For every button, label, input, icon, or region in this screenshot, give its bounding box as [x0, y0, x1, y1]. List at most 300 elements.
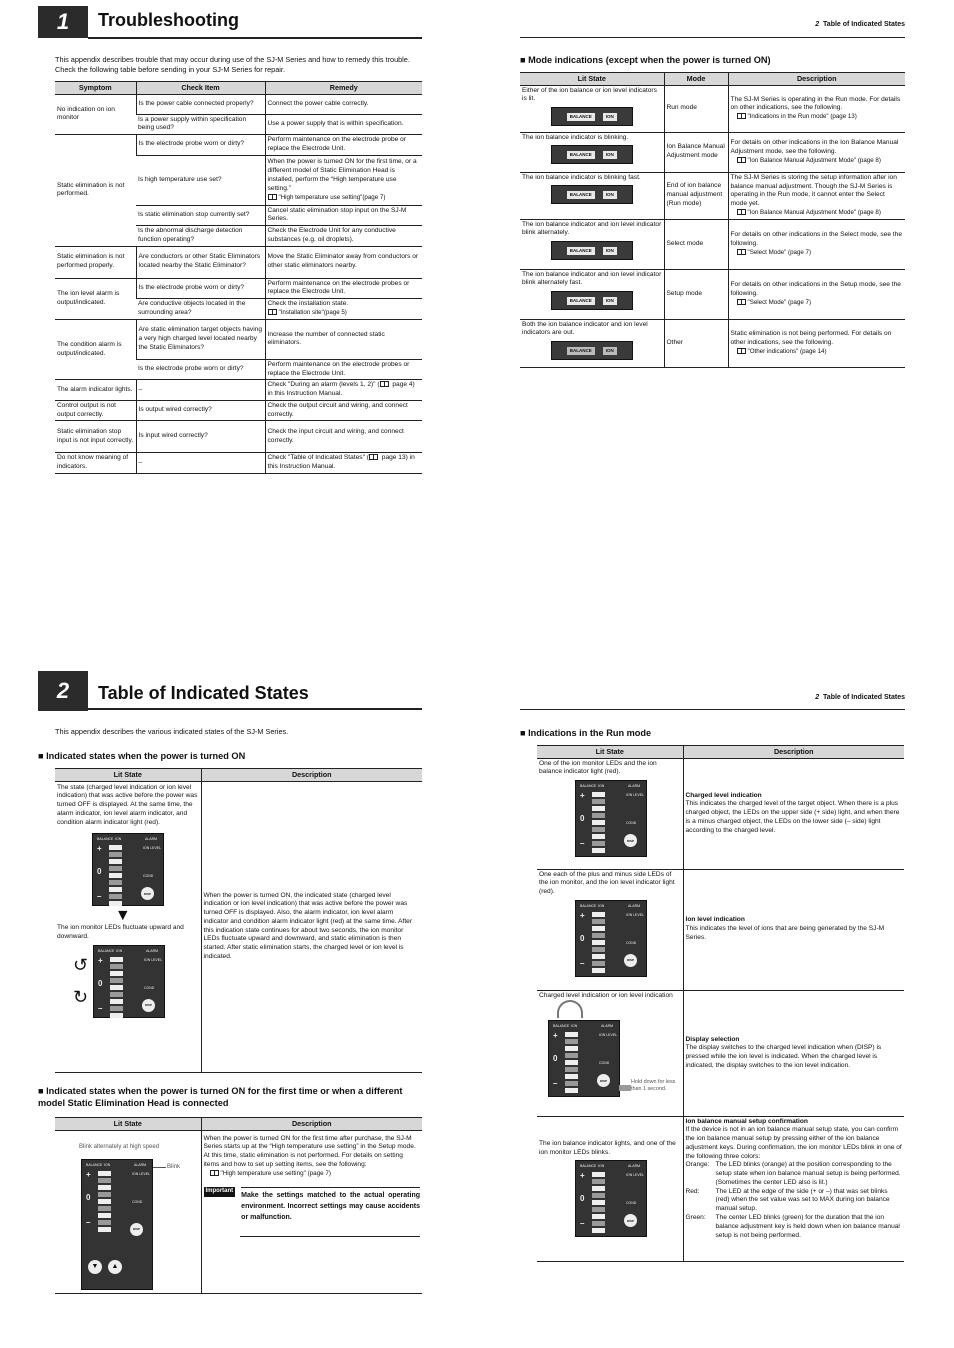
remedy-text: Increase the number of connected static eliminators.: [267, 330, 385, 347]
balance-indicator: BALANCE: [567, 247, 595, 255]
plus-sign: +: [553, 1031, 558, 1041]
table-row: [537, 869, 904, 990]
check-item-text: Are conductive objects located in the surrounding area?: [138, 300, 246, 316]
hold-note: Hold down for less than 1 second.: [631, 1079, 676, 1093]
table-row: [55, 278, 422, 299]
symptom-cell: [55, 135, 136, 247]
remedy-text: Cancel static elimination stop input on the SJ-M Series.: [267, 206, 407, 223]
reference-text: "Select Mode" (page 7): [747, 248, 812, 256]
check-item-cell: [136, 400, 265, 421]
zero-sign: 0: [98, 978, 103, 988]
remedy-cell: [265, 278, 422, 299]
header-description: Description: [728, 73, 905, 86]
blink-text: Blink: [167, 1163, 181, 1170]
ion-level-label: ION LEVEL: [143, 846, 162, 851]
sec2-title-text: Indicated states when the power is turned ON for the first time or when a different model Static Elimination Head is connected: [38, 1086, 403, 1108]
cycle-down-arrow-icon: ↻: [73, 986, 89, 1007]
symptom-cell: [55, 278, 136, 319]
lit-state-text: The ion balance indicator and ion level indicator blink alternately fast.: [522, 270, 662, 287]
balance-indicator: BALANCE: [567, 113, 595, 121]
ion-level-label: ION LEVEL: [626, 1173, 645, 1178]
reference-text: "Ion Balance Manual Adjustment Mode" (page 8): [747, 156, 881, 164]
remedy-text: Check the input circuit and wiring, and connect correctly.: [267, 428, 404, 444]
balance-label: BALANCE: [553, 1024, 570, 1029]
monitor-led: [110, 957, 123, 962]
monitor-led: [98, 1227, 111, 1232]
symptom-text: Static elimination is not performed.: [57, 181, 125, 198]
ion-indicator: ION: [603, 191, 617, 199]
troubleshooting-table: [55, 81, 422, 474]
lit-state-cell: [537, 758, 683, 869]
remedy-text: Check the Electrode Unit for any conductive substances (e.g. oil droplets).: [267, 227, 396, 243]
monitor-led: [565, 1060, 578, 1065]
remedy-cell: [265, 359, 422, 380]
monitor-led: [109, 859, 122, 864]
header-description: Description: [201, 1118, 422, 1131]
table-row: [537, 990, 904, 1116]
minus-sign: –: [97, 892, 102, 902]
monitor-led: [110, 1006, 123, 1011]
symptom-text: The alarm indicator lights.: [57, 385, 133, 393]
reference: [268, 309, 421, 317]
indicator-strip: [551, 341, 633, 360]
color-name: Green:: [685, 1214, 706, 1221]
zero-sign: 0: [553, 1054, 558, 1064]
important-badge: Important: [204, 1187, 236, 1197]
header-lit-state: Lit State: [55, 769, 201, 782]
color-name: Red:: [685, 1187, 700, 1195]
ion-label: ION: [115, 837, 122, 842]
check-item-cell: [136, 359, 265, 380]
monitor-led: [592, 806, 605, 811]
monitor-led: [98, 1192, 111, 1197]
remedy-text-cont: page 4) in this Instruction Manual.: [267, 381, 415, 398]
table-row: [55, 319, 422, 359]
chapter2-number: [38, 671, 88, 711]
monitor-led: [592, 926, 605, 931]
monitor-led: [98, 1178, 111, 1183]
mode-section-title-text: Mode indications (except when the power is turned ON): [528, 55, 771, 65]
symptom-cell: [55, 421, 136, 453]
book-icon: [737, 299, 746, 305]
plus-sign: +: [580, 910, 585, 920]
power-on-table: [55, 768, 422, 1073]
chapter-number: [38, 6, 88, 38]
remedy-cell: [265, 400, 422, 421]
running-header-text: Table of Indicated States: [823, 21, 905, 28]
monitor-led: [592, 940, 605, 945]
lit-state-cell: [520, 219, 664, 269]
ion-indicator: ION: [603, 247, 617, 255]
remedy-cell: [265, 299, 422, 320]
chapter-number-text: 1: [56, 9, 70, 34]
monitor-led: [110, 964, 123, 969]
symptom-text: Control output is not output correctly.: [57, 401, 117, 418]
book-icon: [737, 348, 746, 354]
power-on-desc: When the power is turned ON, the indicated state (charged level indication or ion level indication) that was active before the power was turned OFF is displayed. Also, the alarm indicator, ion level alarm indicator and condition alarm indicator light (red) at the same time. After this indication state continues for about two seconds, the ion monitor LEDs fluctuate upward and downward, and static elimination is then started. After static elimination starts, the charged level or ion level is indicated.: [203, 891, 413, 960]
chapter-title: Troubleshooting: [98, 10, 239, 30]
ion-label: ION: [571, 1024, 578, 1029]
alarm-label: ALARM: [145, 837, 158, 842]
disp-button-icon: DISP: [624, 954, 637, 967]
remedy-cell: [265, 155, 422, 205]
reference-text: "Ion Balance Manual Adjustment Mode" (page 8): [747, 208, 881, 216]
check-item-text: –: [138, 458, 143, 466]
header-check-item: Check Item: [136, 82, 265, 95]
panel-wrap: [539, 777, 681, 857]
lit-state-text: One each of the plus and minus side LEDs of the ion monitor, and the ion level indicator light (red).: [539, 870, 675, 896]
mode-text: Run mode: [666, 104, 697, 112]
cond-label: COND: [626, 940, 637, 945]
monitor-led: [98, 1220, 111, 1225]
symptom-cell: [55, 400, 136, 421]
book-icon: [268, 194, 277, 200]
minus-sign: –: [580, 839, 585, 849]
table-row: [520, 219, 905, 269]
mode-text: End of ion balance manual adjustment (Run mode): [666, 182, 723, 207]
symptom-text: The condition alarm is output/indicated.: [57, 340, 122, 357]
table-row: [55, 453, 422, 474]
cond-label: COND: [143, 874, 154, 879]
reference-text: "Indications in the Run mode" (page 13): [747, 113, 857, 121]
monitor-led: [592, 1179, 605, 1184]
balance-indicator: BALANCE: [567, 347, 595, 355]
reference-text: "Installation site"(page 5): [278, 309, 347, 317]
description-cell: [683, 869, 904, 990]
description-title: Ion level indication: [685, 916, 745, 924]
lit-state-cell: [520, 319, 664, 367]
check-item-cell: [136, 380, 265, 401]
zero-sign: 0: [580, 1194, 585, 1204]
lit-state-text: The ion balance indicator is blinking.: [522, 133, 629, 141]
lit-state-text: Both the ion balance indicator and ion level indicators are out.: [522, 320, 648, 337]
description-text: For details on other indications in the Ion Balance Manual Adjustment mode, see the following.: [730, 139, 899, 155]
alarm-label: ALARM: [134, 1162, 147, 1167]
lit-state-cell: [520, 172, 664, 219]
lit-state-cell: [537, 1116, 683, 1261]
cond-label: COND: [599, 1061, 610, 1066]
mode-cell: [664, 219, 728, 269]
table-row: [55, 94, 422, 114]
book-icon: [380, 381, 389, 387]
book-icon: [268, 309, 277, 315]
book-icon: [737, 209, 746, 215]
disp-button-icon: DISP: [597, 1074, 610, 1087]
header-lit-state: Lit State: [520, 73, 664, 86]
check-item-cell: [136, 246, 265, 278]
balance-label: BALANCE: [580, 1164, 597, 1169]
mode-text: Other: [666, 338, 683, 346]
check-item-text: Are static elimination target objects having a very high charged level located nearby the Static Eliminators?: [138, 326, 263, 351]
ion-indicator: ION: [603, 297, 617, 305]
lit-state-text: Charged level indication or ion level indication: [539, 991, 673, 999]
power-on-lit-a: The state (charged level indication or ion level indication) that was active before the power was turned OFF is displayed. At the same time, the alarm indicator, ion level alarm indicator, and condition alarm indicator light (red).: [57, 783, 198, 826]
remedy-text-cont: page 13) in this Instruction Manual.: [267, 454, 415, 471]
running-header-text: Table of Indicated States: [823, 694, 905, 701]
color-text: The LED at the edge of the side (+ or –) that was set blinks (red) when the set value was set to MAX during ion balance manual setup.: [715, 1187, 890, 1213]
description-cell: [728, 85, 905, 132]
ion-level-label: ION LEVEL: [599, 1033, 618, 1038]
indicator-strip: [551, 291, 633, 310]
balance-indicator: BALANCE: [567, 191, 595, 199]
lit-state-cell: [537, 869, 683, 990]
remedy-cell: [265, 205, 422, 226]
book-icon: [737, 113, 746, 119]
minus-sign: –: [98, 1003, 103, 1013]
mode-text: Ion Balance Manual Adjustment mode: [666, 143, 725, 160]
panel-figure: [575, 780, 647, 857]
first-power-table: [55, 1117, 422, 1294]
color-text: The center LED blinks (green) for the duration that the ion balance adjustment key is held down when ion balance manual setup is not being performed.: [715, 1214, 900, 1239]
color-item: [686, 1188, 903, 1214]
monitor-led: [592, 1193, 605, 1198]
monitor-led: [592, 1228, 605, 1233]
monitor-led: [592, 820, 605, 825]
header-remedy: Remedy: [265, 82, 422, 95]
monitor-led: [592, 968, 605, 973]
remedy-text: When the power is turned ON for the first time, or a different model of Static Elimination Head is installed, perform the “High temperature use setting.”: [267, 158, 417, 192]
monitor-led: [592, 961, 605, 966]
color-item: [686, 1214, 903, 1240]
check-item-cell: [136, 453, 265, 474]
zero-sign: 0: [580, 814, 585, 824]
ion-label: ION: [598, 1164, 605, 1169]
monitor-led: [592, 834, 605, 839]
reference: [737, 249, 904, 257]
remedy-text: Check "During an alarm (levels 1, 2)" (: [267, 381, 380, 389]
mode-section-title: ■ Mode indications (except when the power is turned ON): [520, 55, 771, 65]
lit-state-text: The ion balance indicator is blinking fast.: [522, 173, 641, 181]
monitor-led: [592, 792, 605, 797]
header-rule: [520, 37, 905, 38]
description-text: This indicates the level of ions that are being generated by the SJ-M Series.: [685, 925, 885, 941]
reference: [737, 113, 904, 121]
minus-sign: –: [86, 1217, 91, 1227]
color-name: Orange:: [685, 1161, 710, 1169]
down-key-icon: ▼: [88, 1260, 102, 1274]
check-item-text: Is static elimination stop currently set?: [138, 211, 250, 219]
cond-label: COND: [626, 821, 637, 826]
monitor-led: [592, 954, 605, 959]
remedy-cell: [265, 453, 422, 474]
minus-sign: –: [580, 1219, 585, 1229]
remedy-text: Perform maintenance on the electrode probe or replace the Electrode Unit.: [267, 136, 407, 152]
color-text: The LED blinks (orange) at the position corresponding to the setup state when ion balance manual setup is being performed. (Sometimes the center LED also is lit.): [715, 1161, 901, 1186]
important-text: Make the settings matched to the actual operating environment. Incorrect settings may cause accidents or malfunction.: [241, 1187, 420, 1224]
run-section-title: ■ Indications in the Run mode: [520, 728, 652, 738]
symptom-text: No indication on ion monitor: [57, 105, 115, 122]
reference: [737, 299, 904, 307]
up-key-icon: ▲: [108, 1260, 122, 1274]
ion-level-label: ION LEVEL: [132, 1171, 151, 1176]
reference: [268, 194, 421, 202]
header-description: Description: [683, 746, 904, 759]
blink-label: Blink alternately at high speed: [79, 1143, 160, 1150]
monitor-led: [565, 1053, 578, 1058]
table-row: [55, 421, 422, 453]
chapter2-number-text: 2: [56, 678, 70, 703]
table-row: [520, 132, 905, 172]
monitor-led: [592, 1221, 605, 1226]
mode-cell: [664, 269, 728, 319]
description-text: For details on other indications in the Setup mode, see the following.: [730, 281, 901, 297]
alarm-label: ALARM: [146, 948, 159, 953]
check-item-text: Is high temperature use set?: [138, 175, 222, 183]
mode-cell: [664, 132, 728, 172]
lit-state-text: Either of the ion balance or ion level indicators is lit.: [522, 86, 657, 103]
monitor-led: [110, 1013, 123, 1018]
running-header-num: 2: [815, 694, 820, 701]
first-power-lit-cell: [55, 1130, 201, 1293]
ion-label: ION: [104, 1162, 111, 1167]
check-item-cell: [136, 155, 265, 205]
plus-sign: +: [580, 1171, 585, 1181]
check-item-text: Is the power cable connected properly?: [138, 99, 254, 107]
balance-indicator: BALANCE: [567, 151, 595, 159]
check-item-cell: [136, 94, 265, 114]
monitor-led: [565, 1039, 578, 1044]
balance-label: BALANCE: [98, 948, 115, 953]
running-header-2: [700, 694, 905, 701]
monitor-led: [592, 912, 605, 917]
cond-label: COND: [144, 985, 155, 990]
reference: [737, 157, 904, 165]
remedy-text: Connect the power cable correctly.: [267, 99, 369, 107]
reference-text: "Select Mode" (page 7): [747, 298, 812, 306]
monitor-led: [592, 827, 605, 832]
alarm-label: ALARM: [628, 1164, 641, 1169]
symptom-cell: [55, 453, 136, 474]
description-text: The SJ-M Series is storing the setup information after ion balance manual adjustment. Though the SJ-M Series is operating in the Run mode, it cannot enter the Select mode yet.: [730, 173, 897, 208]
monitor-led: [109, 845, 122, 850]
ion-level-label: ION LEVEL: [144, 957, 163, 962]
zero-sign: 0: [97, 867, 102, 877]
lit-state-text: The ion balance indicator and ion level indicator blink alternately.: [522, 220, 662, 237]
indicator-strip: [551, 107, 633, 126]
symptom-text: Static elimination is not performed properly.: [57, 253, 125, 270]
check-item-text: Is the electrode probe worn or dirty?: [138, 365, 244, 373]
check-item-cell: [136, 299, 265, 320]
disp-button-icon: DISP: [624, 834, 637, 847]
alarm-label: ALARM: [628, 903, 641, 908]
balance-label: BALANCE: [97, 837, 114, 842]
monitor-led: [592, 1186, 605, 1191]
panel-figure: [575, 900, 647, 977]
lit-state-cell: [520, 269, 664, 319]
remedy-cell: [265, 114, 422, 135]
remedy-text: Check the output circuit and wiring, and connect correctly.: [267, 401, 408, 418]
important-rule: [240, 1236, 421, 1237]
chapter2-intro: This appendix describes the various indicated states of the SJ-M Series.: [55, 727, 289, 736]
monitor-led: [98, 1171, 111, 1176]
monitor-led: [565, 1074, 578, 1079]
remedy-text: Perform maintenance on the electrode probes or replace the Electrode Unit.: [267, 360, 410, 377]
chapter-intro: This appendix describes trouble that may occur during use of the SJ-M Series and how to remedy this trouble. Check the following table before sending in your SJ-M Series for repair.: [55, 55, 410, 75]
description-text: For details on other indications in the Select mode, see the following.: [730, 231, 903, 247]
remedy-text: Check the installation state.: [267, 300, 349, 308]
symptom-text: Do not know meaning of indicators.: [57, 454, 129, 471]
plus-sign: +: [86, 1169, 91, 1179]
check-item-cell: [136, 421, 265, 453]
cond-label: COND: [626, 1201, 637, 1206]
symptom-cell: [55, 380, 136, 401]
table-row: [55, 380, 422, 401]
cond-label: COND: [132, 1199, 143, 1204]
description-text: If the device is not in an ion balance manual setup state, you can confirm the ion balance manual setup by pressing either of the ion balance adjustment keys. During confirmation, the ion monitor LEDs blink in one of the following three colors:: [685, 1126, 902, 1160]
description-text: Static elimination is not being performed. For details on other indications, see the following.: [730, 330, 892, 346]
power-on-lit-b: The ion monitor LEDs fluctuate upward and downward.: [57, 924, 184, 941]
table-row: [537, 758, 904, 869]
first-power-desc-cell: [201, 1130, 422, 1293]
mode-table: [520, 72, 905, 368]
ion-indicator: ION: [603, 113, 617, 121]
table-row: [520, 85, 905, 132]
lit-state-cell: [520, 132, 664, 172]
check-item-cell: [136, 205, 265, 226]
description-cell: [728, 172, 905, 219]
reference: [737, 348, 904, 356]
table-row: [520, 172, 905, 219]
description-cell: [683, 758, 904, 869]
description-cell: [728, 219, 905, 269]
symptom-cell: [55, 319, 136, 380]
monitor-led: [110, 978, 123, 983]
ion-label: ION: [598, 903, 605, 908]
description-text: The display switches to the charged level indication when (DISP) is pressed while the ion level is indicated. When the charged level is indicated, the display switches to the ion level indication.: [685, 1044, 882, 1069]
table-row: [55, 246, 422, 278]
check-item-text: Is the electrode probe worn or dirty?: [138, 140, 245, 148]
remedy-cell: [265, 380, 422, 401]
color-item: [686, 1161, 903, 1187]
monitor-led: [109, 887, 122, 892]
table-row: [520, 269, 905, 319]
description-cell: [728, 132, 905, 172]
monitor-led: [565, 1046, 578, 1051]
lit-state-text: One of the ion monitor LEDs and the ion balance indicator light (red).: [539, 759, 657, 776]
plus-sign: +: [98, 955, 103, 965]
book-icon: [210, 1170, 219, 1176]
description-text: The SJ-M Series is operating in the Run mode. For details on other indications, see the following.: [730, 95, 901, 112]
remedy-cell: [265, 94, 422, 114]
first-power-desc: When the power is turned ON for the first time after purchase, the SJ-M Series starts up at the “High temperature use setting” in the Setup mode. At this time, static elimination is not performed. For details on setting items and how to set up setting items, see the following:: [203, 1134, 416, 1168]
remedy-cell: [265, 319, 422, 359]
disp-button-icon: DISP: [141, 887, 154, 900]
first-power-ref: "High temperature use setting" (page 7): [220, 1169, 332, 1177]
ion-indicator: ION: [603, 151, 617, 159]
monitor-led: [110, 992, 123, 997]
mode-cell: [664, 319, 728, 367]
check-item-cell: [136, 319, 265, 359]
check-item-text: Is the electrode probe worn or dirty?: [138, 284, 245, 292]
balance-label: BALANCE: [86, 1162, 103, 1167]
monitor-led: [592, 848, 605, 853]
remedy-cell: [265, 421, 422, 453]
monitor-led: [98, 1199, 111, 1204]
plus-sign: +: [580, 791, 585, 801]
monitor-led: [592, 813, 605, 818]
indicator-strip: [551, 185, 633, 204]
reference-text: "High temperature use setting"(page 7): [278, 193, 386, 201]
monitor-led: [98, 1213, 111, 1218]
check-item-cell: [136, 278, 265, 299]
header-symptom: Symptom: [55, 82, 136, 95]
remedy-cell: [265, 246, 422, 278]
ion-level-label: ION LEVEL: [626, 793, 645, 798]
book-icon: [737, 157, 746, 163]
description-cell: [683, 990, 904, 1116]
pointer-arrow-icon: [619, 1085, 631, 1091]
monitor-led: [109, 880, 122, 885]
